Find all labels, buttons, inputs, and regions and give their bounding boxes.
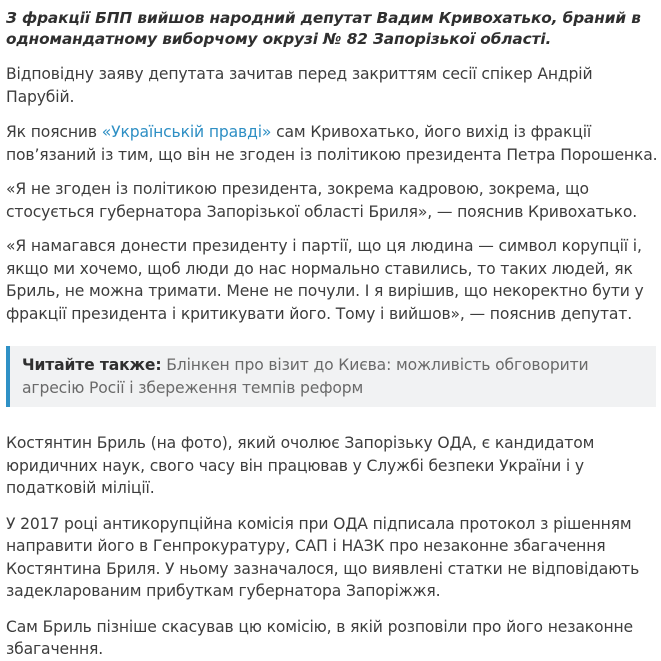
paragraph-text-after-link: сам Кривохатько, його вихід із фракції пов’язаний із тим, що він не згоден із політикою президента Петра Порошенка. — [6, 123, 658, 164]
paragraph-cancelled: Сам Бриль пізніше скасував цю комісію, в якій розповіли про його незаконне збагачення. — [6, 617, 633, 658]
paragraph-explanation — [6, 121, 661, 166]
paragraph-bio: Костянтин Бриль (на фото), який очолює Запорізьку ОДА, є кандидатом юридичних наук, свого часу він працював у Службі безпеки України і у податковій міліції. — [6, 434, 595, 497]
article-lead: З фракції БПП вийшов народний депутат Вадим Кривохатько, браний в одномандатному виборчому окрузі № 82 Запорізької області. — [6, 9, 641, 48]
paragraph-commission: У 2017 році антикорупційна комісія при ОДА підписала протокол з рішенням направити його в Генпрокуратуру, САП і НАЗК про незаконне збагачення Костянтина Бриля. У ньому зазначалося, що виявлені статки не відповідають задекларованим прибуткам губернатора Запоріжжя. — [6, 514, 640, 600]
ukrainska-pravda-link[interactable]: «Українській правді» — [101, 123, 272, 141]
paragraph-statement-read: Відповідну заяву депутата зачитав перед закриттям сесії спікер Андрій Парубій. — [6, 65, 593, 106]
paragraph-quote-1: «Я не згоден із політикою президента, зокрема кадровою, зокрема, що стосується губернатора Запорізької області Бриля», — пояснив Кривохатько. — [6, 180, 638, 221]
related-article-link[interactable]: Блінкен про візит до Києва: можливість обговорити агресію Росії і збереження темпів реформ — [22, 356, 589, 397]
paragraph-quote-2: «Я намагався донести президенту і партії, що ця людина — символ корупції і, якщо ми хочемо, щоб люди до нас нормально ставились, то таких людей, як Бриль, не можна тримати. Мене не почули. І я вирішив, що некоректно бути у фракції президента і критикувати його. Тому і вийшов», — пояснив депутат. — [6, 237, 644, 323]
related-article-label: Читайте также: — [22, 356, 162, 374]
paragraph-text-before-link: Як пояснив — [6, 123, 102, 141]
related-article-block[interactable] — [6, 346, 656, 407]
